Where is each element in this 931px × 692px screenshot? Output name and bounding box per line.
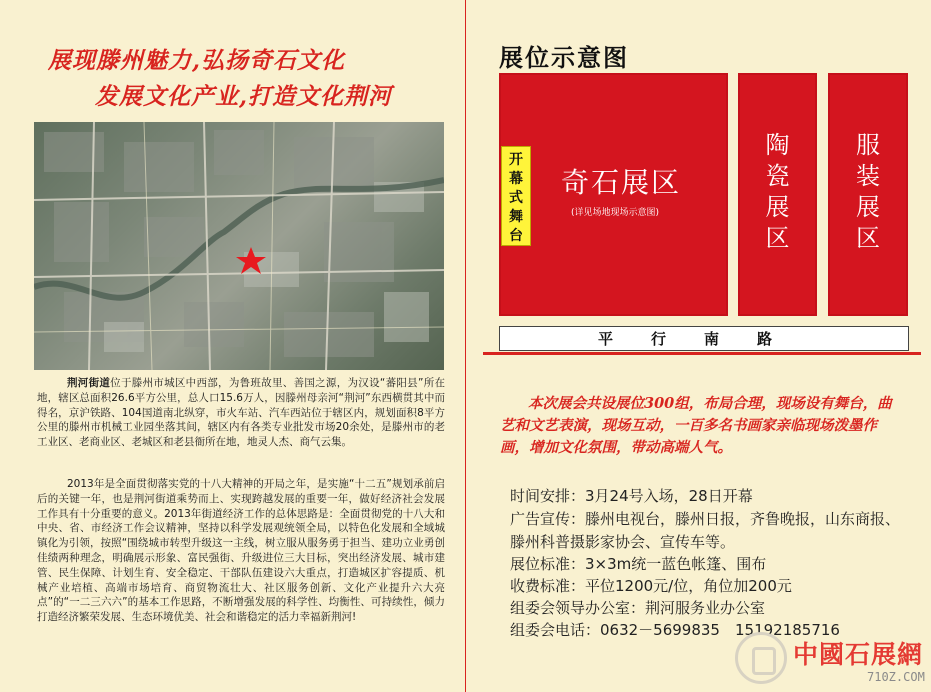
intro-paragraph: [37, 376, 445, 450]
stone-zone-label: 奇石展区: [561, 166, 682, 199]
ceramics-zone-label: 陶瓷展区: [765, 131, 790, 252]
road-bar: [499, 326, 909, 351]
info-phone: 组委会电话：0632－5699835 15192185716: [510, 621, 840, 639]
opening-stage: [501, 146, 531, 246]
slogan-line-1: 展现滕州魅力,弘扬奇石文化: [48, 47, 346, 74]
site-watermark: [735, 632, 925, 688]
stone-exhibit-zone: [499, 73, 728, 316]
intro-text: 位于滕州市城区中西部，为鲁班故里、善国之源，为汉设“蕃阳县”所在地，辖区总面积26.6平方公里，总人口15.6万人，因滕州母亲河“荆河”东西横贯其中而得名，京沪铁路、104国道南北纵穿，市火车站、汽车西站位于辖区内，规划面积8平方公里的滕州市机械工业园坐落其间，辖区内有各类专业批发市场20余处，是滕州市的老工业区、老商业区、老城区和老县衙所在地，地灵人杰、商气云集。: [37, 377, 445, 449]
exhibition-summary: 本次展会共设展位300组，布局合理，现场设有舞台，曲艺和文艺表演，现场互动，一百多名书画家亲临现场泼墨作画，增加文化氛围，带动高端人气。: [500, 395, 892, 456]
info-booth-standard: 展位标准：3×3m统一蓝色帐篷、围布: [510, 555, 767, 573]
satellite-map: [34, 122, 444, 370]
watermark-seal-icon: [735, 632, 787, 684]
layout-heading: 展位示意图: [499, 44, 629, 72]
watermark-title: 中國石展網: [793, 640, 924, 669]
slogan-line-2: 发展文化产业,打造文化荆河: [95, 83, 393, 110]
ceramics-exhibit-zone: [738, 73, 817, 316]
stage-label: 开幕式舞台: [509, 152, 523, 244]
info-fees: 收费标准：平位1200元/位，角位加200元: [510, 577, 792, 595]
info-office: 组委会领导办公室：荆河服务业办公室: [510, 599, 766, 617]
clothing-exhibit-zone: [828, 73, 908, 316]
watermark-url: 710Z.COM: [867, 670, 925, 684]
road-underline: [483, 352, 921, 355]
info-advertising: 广告宣传：滕州电视台，滕州日报，齐鲁晚报，山东商报、: [510, 510, 901, 528]
info-schedule: 时间安排：3月24号入场，28日开幕: [510, 487, 753, 505]
intro-lead: 荆河街道: [67, 377, 111, 389]
map-illustration: [34, 122, 444, 370]
clothing-zone-label: 服装展区: [856, 131, 880, 252]
info-advertising-cont: 滕州科普摄影家协会、宣传车等。: [510, 533, 736, 551]
road-label: 平行南路: [597, 330, 810, 348]
stone-zone-note: (详见场地现场示意图): [571, 208, 660, 218]
work-plan-paragraph: 2013年是全面贯彻落实党的十八大精神的开局之年，是实施“十二五”规划承前启后的关键一年，也是荆河街道乘势而上、实现跨越发展的重要一年，做好经济社会发展工作具有十分重要的意义。2013年街道经济工作的总体思路是：全面贯彻党的十八大和中央、省、市经济工作会议精神，坚持以科学发展观统领全局，以特色化发展和全域城镇化为引领，按照“围绕城市转型升级这一主线，树立服从服务勇于担当、建功立业勇创佳绩两种理念，明确展示形象、富民强街、升级进位三大目标，突出经济发展、城市建管、民生保障、计划生育、安全稳定、干部队伍建设六大重点，打造城区扩容提质、机械产业培植、高端市场培育、商贸物流壮大、社区服务创新、文化产业提升六大亮点”的“一二三六六”的基本工作思路，不断增强发展的科学性、均衡性、可持续性，倾力打造经济繁荣发展、生态环境优美、社会和谐稳定的活力幸福新荆河!: [37, 478, 445, 624]
